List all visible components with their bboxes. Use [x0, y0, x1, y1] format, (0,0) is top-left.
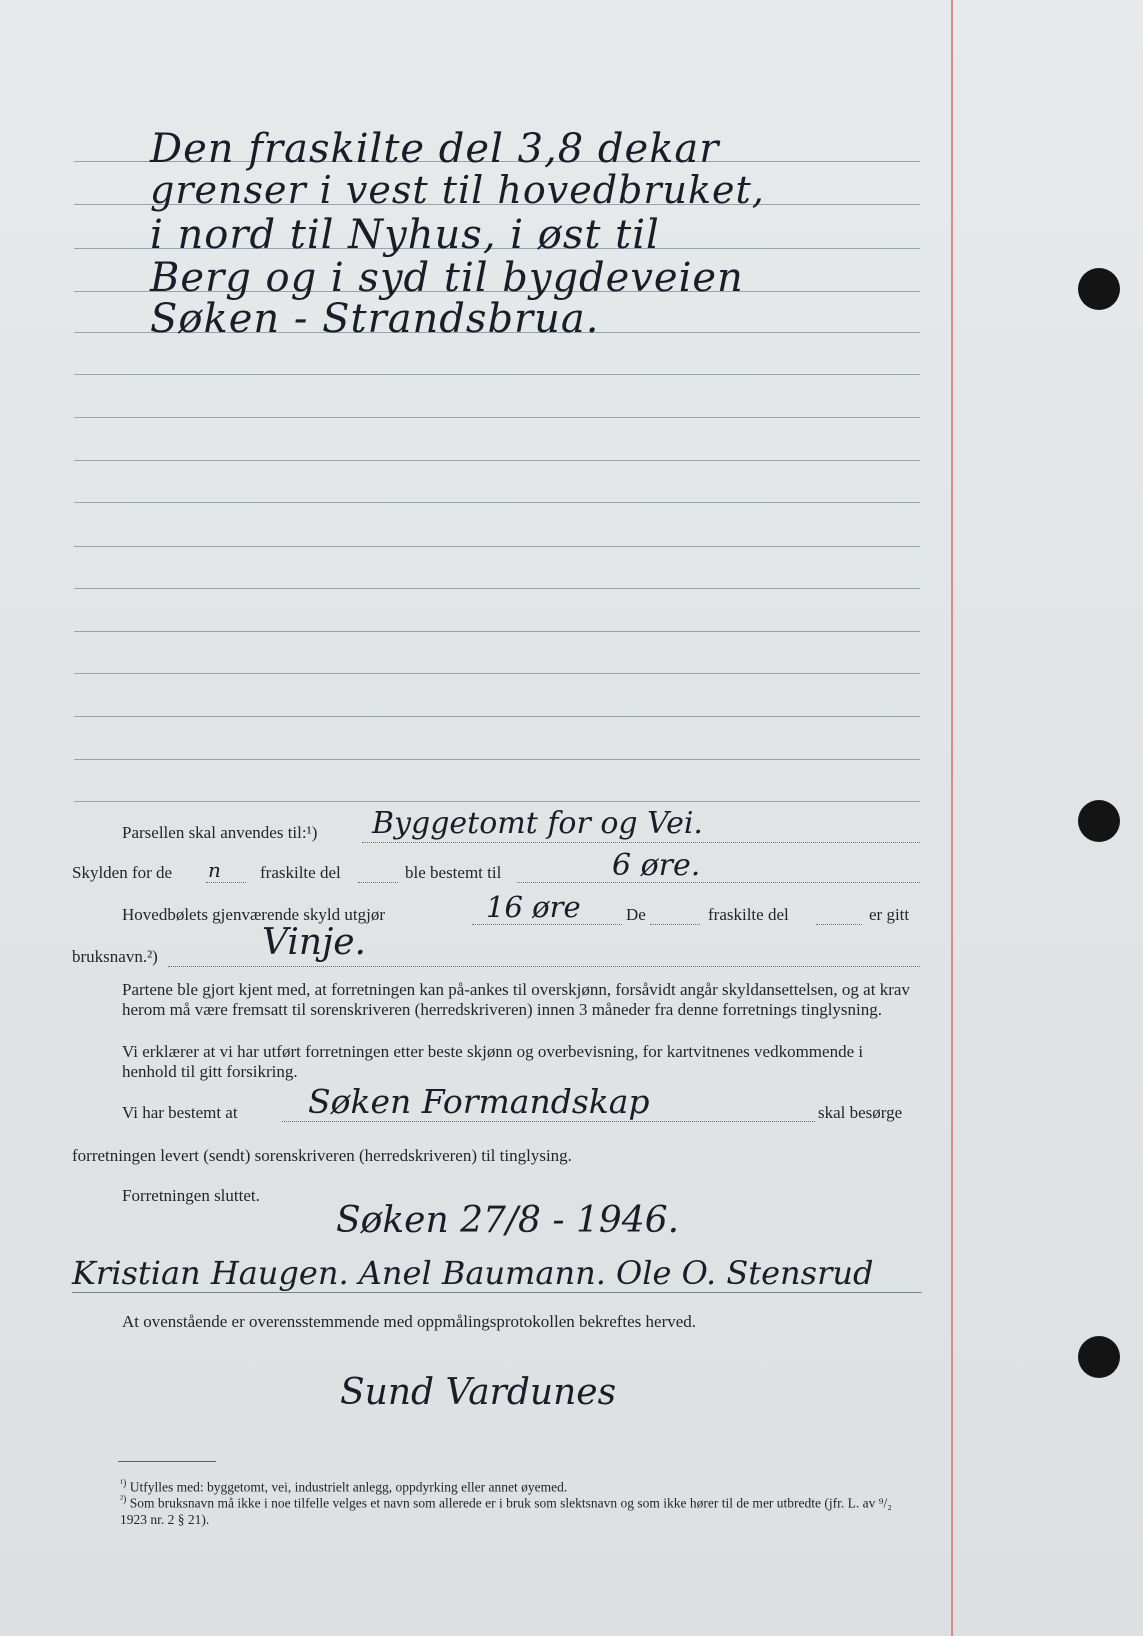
- besorge-suffix: skal besørge: [818, 1103, 903, 1122]
- fill-line: [650, 924, 700, 925]
- handwritten-line-4: Berg og i syd til bygdeveien: [150, 255, 744, 301]
- skyld-label-2: fraskilte del: [260, 863, 341, 882]
- use-label: Parsellen skal anvendes til:¹): [122, 823, 318, 842]
- red-margin-line: [951, 0, 953, 1636]
- footnote-mark: ¹): [120, 1478, 127, 1489]
- ruled-line: [74, 460, 920, 461]
- concluded-value: Søken 27/8 - 1946.: [336, 1200, 680, 1241]
- punch-hole-middle: [1078, 800, 1120, 842]
- remaining-label-4: er gitt: [869, 905, 910, 924]
- skyld-label-3: ble bestemt til: [405, 863, 502, 882]
- ruled-line: [74, 673, 920, 674]
- ruled-line: [74, 759, 920, 760]
- bruksnavn-value: Vinje.: [262, 922, 366, 963]
- fill-line: [472, 924, 622, 925]
- fill-line: [517, 882, 920, 883]
- fill-line: [358, 882, 398, 883]
- punch-hole-bottom: [1078, 1336, 1120, 1378]
- footnote-2: [120, 1492, 922, 1528]
- ruled-line: [74, 502, 920, 503]
- confirm-text: At ovenstående er overensstemmende med oppmålingsprotokollen bekreftes herved.: [122, 1312, 697, 1331]
- fill-line: [206, 882, 246, 883]
- footnote-mark: ²): [120, 1494, 127, 1505]
- handwritten-line-3: i nord til Nyhus, i øst til: [150, 212, 660, 258]
- ruled-line: [74, 801, 920, 802]
- skyld-value: 6 øre.: [612, 848, 701, 883]
- concluded-label: Forretningen sluttet.: [122, 1186, 260, 1205]
- appeal-text: Partene ble gjort kjent med, at forretningen kan på-ankes til overskjønn, forsåvidt angår skyldansettelsen, og at krav herom må være fremsatt til sorenskriveren (herredskriveren) innen 3 måneder fra denne forretnings tinglysning.: [122, 980, 910, 1019]
- bruksnavn-label: bruksnavn.²): [72, 947, 158, 966]
- footnote-text: Som bruksnavn må ikke i noe tilfelle velges et navn som allerede er i bruk som slektsnavn og som ikke hører til de mer utbredte (jfr. L. av ⁹/₂ 1923 nr. 2 § 21).: [120, 1495, 892, 1527]
- besorge-line-2: forretningen levert (sendt) sorenskriveren (herredskriveren) til tinglysing.: [72, 1146, 572, 1165]
- use-value: Byggetomt for og Vei.: [372, 806, 703, 841]
- declaration-text: Vi erklærer at vi har utført forretningen etter beste skjønn og overbevisning, for kartvitnenes vedkommende i henhold til gitt forsikring.: [122, 1042, 864, 1081]
- handwritten-line-1: Den fraskilte del 3,8 dekar: [150, 126, 720, 172]
- fill-line: [362, 842, 920, 843]
- ruled-line: [74, 631, 920, 632]
- witness-signatures: Kristian Haugen. Anel Baumann. Ole O. Stensrud: [72, 1254, 874, 1292]
- remaining-value: 16 øre: [486, 890, 581, 924]
- punch-hole-top: [1078, 268, 1120, 310]
- ruled-line: [74, 374, 920, 375]
- fill-line: [816, 924, 862, 925]
- remaining-label: Hovedbølets gjenværende skyld utgjør: [122, 905, 385, 924]
- footnote-text: Utfylles med: byggetomt, vei, industrielt anlegg, oppdyrking eller annet øyemed.: [129, 1479, 568, 1495]
- remaining-label-2: De: [626, 905, 646, 924]
- ruled-line: [74, 716, 920, 717]
- fill-line: [168, 966, 920, 967]
- ruled-line: [74, 588, 920, 589]
- skyld-label-1: Skylden for de: [72, 863, 173, 882]
- ruled-line: [74, 546, 920, 547]
- remaining-label-3: fraskilte del: [708, 905, 789, 924]
- confirm-signature: Sund Vardunes: [340, 1372, 617, 1413]
- fill-line: [282, 1121, 815, 1122]
- signature-line: [72, 1292, 922, 1293]
- ruled-line: [74, 417, 920, 418]
- besorge-label: Vi har bestemt at: [122, 1103, 238, 1122]
- besorge-value: Søken Formandskap: [308, 1082, 650, 1121]
- skyld-suffix: n: [208, 858, 221, 882]
- footnote-divider: [118, 1461, 216, 1462]
- appeal-paragraph: [70, 980, 922, 1020]
- handwritten-line-5: Søken - Strandsbrua.: [150, 296, 600, 342]
- handwritten-line-2: grenser i vest til hovedbruket,: [150, 168, 765, 212]
- declaration-paragraph: [70, 1042, 922, 1082]
